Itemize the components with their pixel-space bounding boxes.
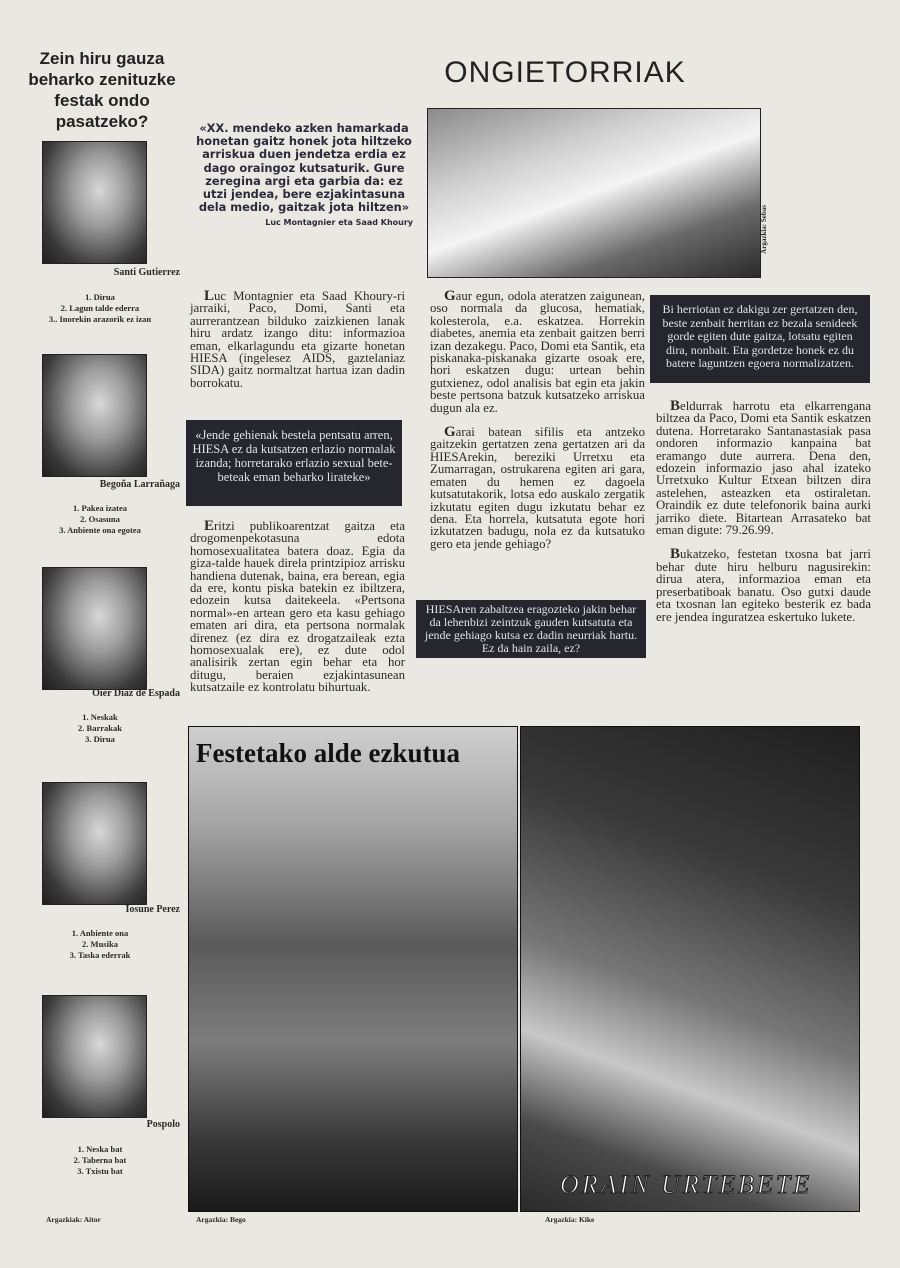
answer: 2. Barrakak [78,723,122,733]
festival-photo-building [520,726,860,1212]
person-name: Begoña Larrañaga [99,479,180,490]
feature-headline: Festetako alde ezkutua [196,738,460,768]
article-column-1-cont [190,520,405,706]
festival-photo-hose [188,726,518,1212]
answer-list [30,928,170,961]
answer: 3. Txistu bat [77,1166,123,1176]
portrait-photo [42,782,147,905]
answer: 2. Lagun talde ederra [60,303,140,313]
photo-credit: Argazkiak: Aitor [46,1215,101,1224]
paragraph: Beldurrak harrotu eta elkarrengana biltzea da Paco, Domi eta Santik eskatzen dutena. Horretarako Santanastasiak pasa ondoren informazio kanpaina bat eramango dute aurrera. Dena den, edozein informazio jaso ahal izateko Urretxuko Kultur Etxean biltzen dira astelehen, asteazken eta ostiraletan. Oraindik ez dute telefonorik baina aurki jarriko diete. Bitartean Arrasateko bat eman digute: 79.26.99. [656,398,871,538]
person-name: Pospolo [146,1119,180,1130]
paragraph: Gaur egun, odola ateratzen zaigunean, oso normala da glucosa, hematiak, kolesterola, e.a. eskatzea. Horrekin diabetes, anemia eta zenbait gaitzen berri izan dezakegu. Paco, Domi eta Santik, eta piskanaka-piskanaka gizarte osoak ere, hori eskatzen dugu: urtean behin gutxienez, odol analisis bat egin eta jakin beste pertsona batzuk kutsatzeko arriskua dugun ala ez. [430,288,645,415]
highlight-box: «Jende gehienak bestela pentsatu arren, HIESA ez da kutsatzen erlazio normalak izanda; horretarako erlazio sexual bete-beteak eman beharko lirateke» [186,420,402,506]
photo-credit: Argazkia: Sebas [760,205,768,254]
photo-credit: Argazkia: Bego [196,1215,246,1224]
answer: 1. Neska bat [77,1144,123,1154]
article-title: ONGIETORRIAK [444,56,686,89]
article-column-3 [656,400,871,635]
person-name: Oier Diaz de Espada [92,688,180,699]
portrait-photo [42,995,147,1118]
article-column-2 [430,290,645,562]
highlight-box: Bi herriotan ez dakigu zer gertatzen den, beste zenbait herritan ez bezala senideek gorde egiten dute gaitza, lotsatu egiten dira, nonbait. Eta gordetze honek ez du batere laguntzen egoera normalizatzen. [650,295,870,383]
feature-subtitle: ORAIN URTEBETE [560,1170,813,1199]
answer: 1. Dirua [85,292,115,302]
portrait-photo [42,354,147,477]
person-name: Santi Gutierrez [113,267,180,278]
answer-list [30,503,170,536]
answer-list [30,1144,170,1177]
article-column-1 [190,290,405,401]
pull-quote-text: «XX. mendeko azken hamarkada honetan gaitz honek jota hiltzeko arriskua duen jendetza erdia ez dago oraingoz kutsaturik. Gure zeregina argi eta garbia da: ez utzi jendea, bere ezjakintasuna dela medio, gaitzak jota hiltzen» [196,121,412,215]
answer: 3.. Inorekin arazorik ez izan [48,314,152,324]
pull-quote [195,122,413,230]
answer: 3. Anbiente ona egotea [59,525,141,535]
photo-credit: Argazkia: Kike [545,1215,595,1224]
answer-list [30,292,170,325]
answer: 1. Pakea izatea [72,503,128,513]
paragraph: Luc Montagnier eta Saad Khoury-ri jarraiki, Paco, Domi, Santi eta aurrerantzean bilduko zaizkienen lanak hiru ardatz izango ditu: informazioa eman, elkarlagundu eta gizarte honetan HIESA (ingelesez AIDS, gaztelaniaz SIDA) gaitz normaltzat hartua izan dadin borrokatu. [190,288,405,390]
paragraph: Eritzi publikoarentzat gaitza eta drogomenpekotasuna edota homosexualitatea batera doaz. Egia da giza-talde hauek direla printzipioz arrisku handiena dutenak, baina, era berean, egia da ere, kontu piska batekin ez ibiltzera, edozein kutsa daitekeela. «Pertsona normal»-en artean gero eta kasu gehiago ematen ari dira, eta pertsona normalak direnez (ez dira ez drogatzaileak ezta homosexualak ere), ez dute odol analisirik zertan egin behar eta hor ditugu, beraien ezjakintasunean kutsatzaile ez kontrolatu bihurtuak. [190,518,405,695]
answer: 1. Neskak [82,712,118,722]
sidebar-question: Zein hiru gauza beharko zenituzke festak ondo pasatzeko? [28,49,176,131]
pull-quote-source: Luc Montagnier eta Saad Khoury [265,218,413,228]
article-photo [427,108,761,278]
portrait-photo [42,567,147,690]
answer-list [30,712,170,745]
highlight-box: HIESAren zabaltzea eragozteko jakin behar da lehenbizi zeintzuk gauden kutsatuta eta jende gehiago kutsa ez dadin neurriak hartu. Ez da hain zaila, ez? [416,600,646,658]
answer: 2. Musika [82,939,118,949]
answer: 2. Taberna bat [73,1155,127,1165]
portrait-photo [42,141,147,264]
person-name: Iosune Perez [125,904,180,915]
paragraph: Bukatzeko, festetan txosna bat jarri behar dute hiru helburu nagusirekin: dirua atera, informazioa eman eta preserbatiboak banatu. Oso gutxi daude eta txosnan lan egiteko besterik ez bada ere jendea inguratzea eskertuko lukete. [656,546,871,624]
answer: 1. Anbiente ona [71,928,129,938]
answer: 2. Osasuna [80,514,120,524]
answer: 3. Dirua [85,734,115,744]
paragraph: Garai batean sifilis eta antzeko gaitzekin gertatzen zena gertatzen ari da HIESArekin, bereziki Urretxu eta Zumarragan, ostrukarena egiten ari gara, ematen du hemen ez dagoela kutsatutakorik, lotsa edo auskalo zergatik izkutatu egiten dugu izkutatu behar ez dena. Eta horrela, kutsatuta egote hori izkutatzen badugu, nola ez da kutsatuko gero eta jende gehiago? [430,424,645,551]
answer: 3. Taska ederrak [69,950,131,960]
